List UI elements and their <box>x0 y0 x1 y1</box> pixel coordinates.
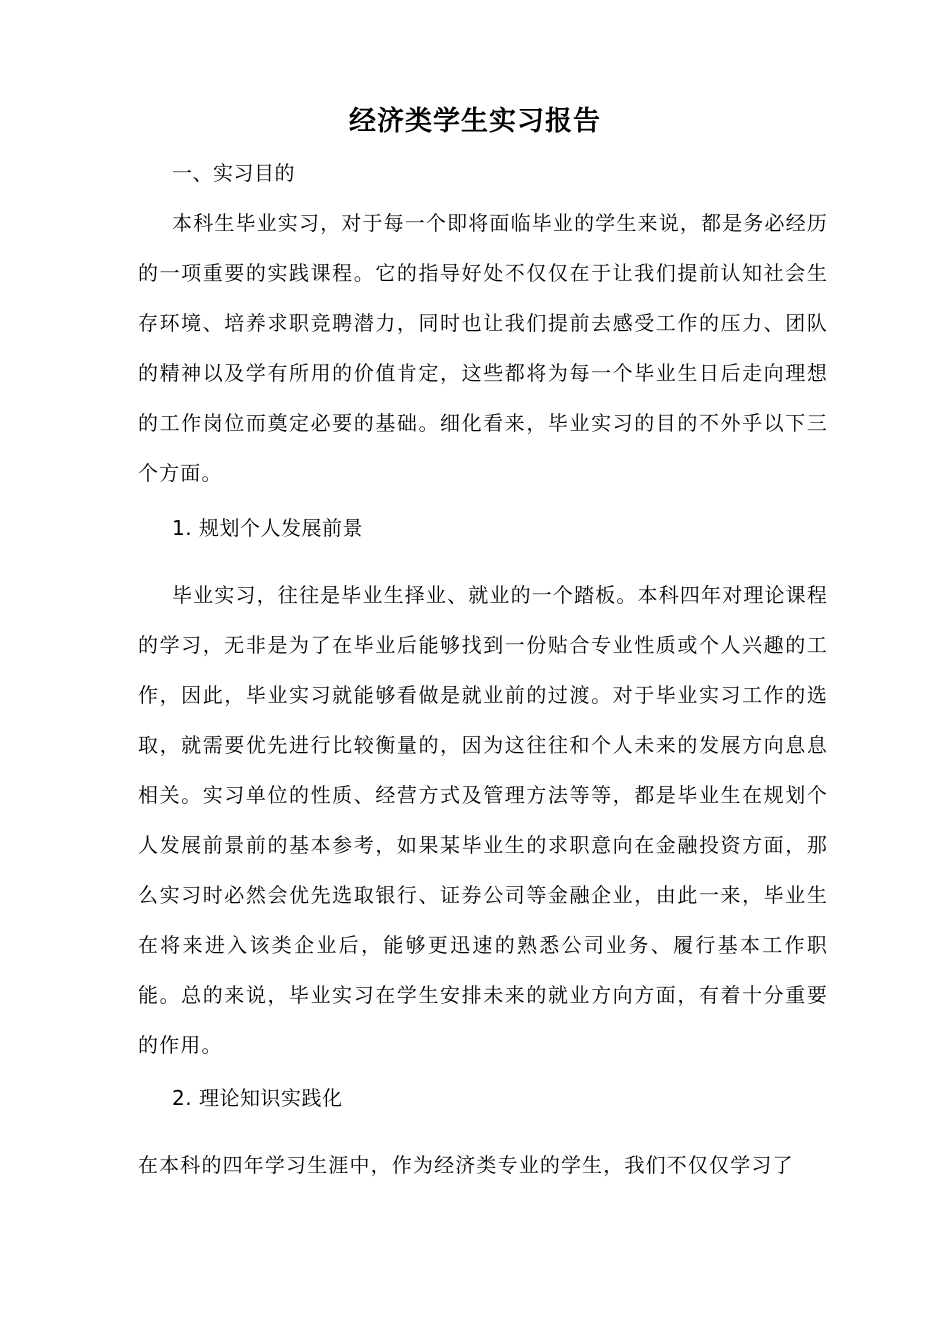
paragraph-purpose: 本科生毕业实习，对于每一个即将面临毕业的学生来说，都是务必经历的一项重要的实践课程。它的指导好处不仅仅在于让我们提前认知社会生存环境、培养求职竞聘潜力，同时也让我们提前去感受工作的压力、团队的精神以及学有所用的价值肯定，这些都将为每一个毕业生日后走向理想的工作岗位而奠定必要的基础。细化看来，毕业实习的目的不外乎以下三个方面。 <box>138 211 828 485</box>
subheading-career-planning: 1. 规划个人发展前景 <box>172 516 363 540</box>
document-title: 经济类学生实习报告 <box>349 106 601 137</box>
section-heading-purpose: 一、实习目的 <box>172 161 295 185</box>
paragraph-theory-practice: 在本科的四年学习生涯中，作为经济类专业的学生，我们不仅仅学习了 <box>138 1153 794 1177</box>
paragraph-career-planning: 毕业实习，往往是毕业生择业、就业的一个踏板。本科四年对理论课程的学习，无非是为了在毕业后能够找到一份贴合专业性质或个人兴趣的工作，因此，毕业实习就能够看做是就业前的过渡。对于毕业实习工作的选取，就需要优先进行比较衡量的，因为这往往和个人未来的发展方向息息相关。实习单位的性质、经营方式及管理方法等等，都是毕业生在规划个人发展前景前的基本参考，如果某毕业生的求职意向在金融投资方面，那么实习时必然会优先选取银行、证券公司等金融企业，由此一来，毕业生在将来进入该类企业后，能够更迅速的熟悉公司业务、履行基本工作职能。总的来说，毕业实习在学生安排未来的就业方向方面，有着十分重要的作用。 <box>138 583 828 1057</box>
subheading-theory-practice: 2. 理论知识实践化 <box>172 1086 343 1110</box>
